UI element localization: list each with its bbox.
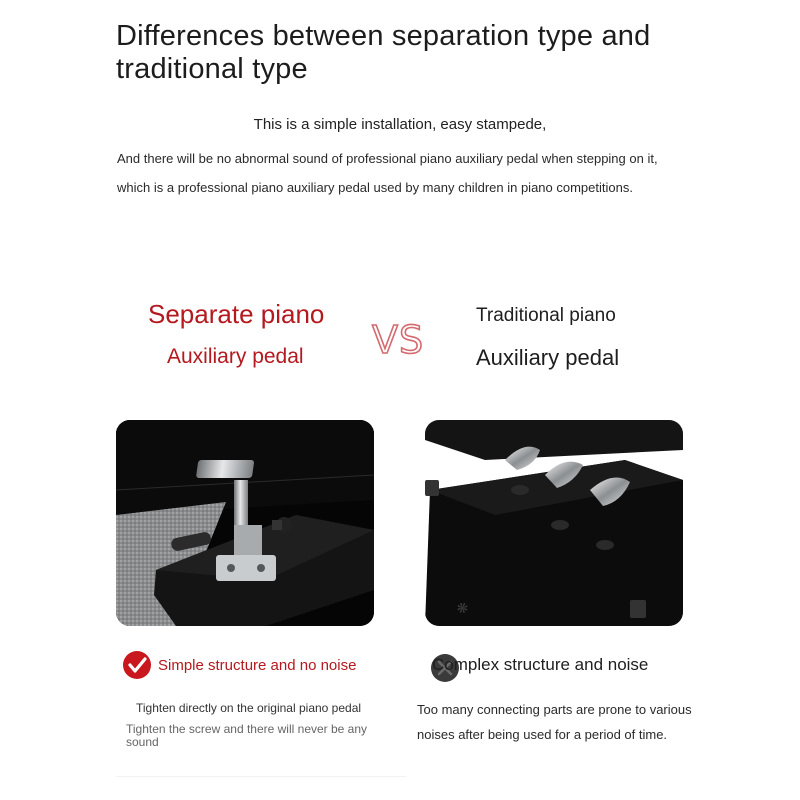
- traditional-detail-line1: Too many connecting parts are prone to various: [417, 702, 692, 717]
- intro-line-2: And there will be no abnormal sound of professional piano auxiliary pedal when stepping on it,: [117, 151, 658, 166]
- intro-line-3: which is a professional piano auxiliary pedal used by many children in piano competitions.: [117, 180, 633, 195]
- separate-caption: Simple structure and no noise: [158, 657, 357, 674]
- traditional-pedal-illustration: [425, 420, 683, 626]
- separate-detail-line2: Tighten the screw and there will never be any sound: [126, 722, 368, 749]
- divider: [116, 776, 406, 777]
- traditional-detail-line2: noises after being used for a period of time.: [417, 727, 668, 742]
- traditional-heading-line1: Traditional piano: [476, 305, 616, 326]
- separate-pedal-photo: [116, 420, 374, 626]
- check-circle-icon: [122, 650, 152, 680]
- vs-label: VS: [372, 318, 425, 362]
- separate-heading-line2: Auxiliary pedal: [167, 345, 304, 368]
- svg-text:❋: ❋: [453, 599, 471, 619]
- separate-heading-line1: Separate piano: [148, 299, 325, 329]
- traditional-heading-line2: Auxiliary pedal: [476, 345, 620, 370]
- traditional-caption: Complex structure and noise: [432, 655, 649, 674]
- page-title: Differences between separation type and traditional type: [116, 20, 651, 85]
- intro-line-1: This is a simple installation, easy stampede,: [253, 116, 547, 133]
- traditional-pedal-photo: [425, 420, 683, 626]
- separate-detail-line1: Tighten directly on the original piano pedal: [136, 701, 362, 715]
- separate-pedal-illustration: [116, 420, 374, 626]
